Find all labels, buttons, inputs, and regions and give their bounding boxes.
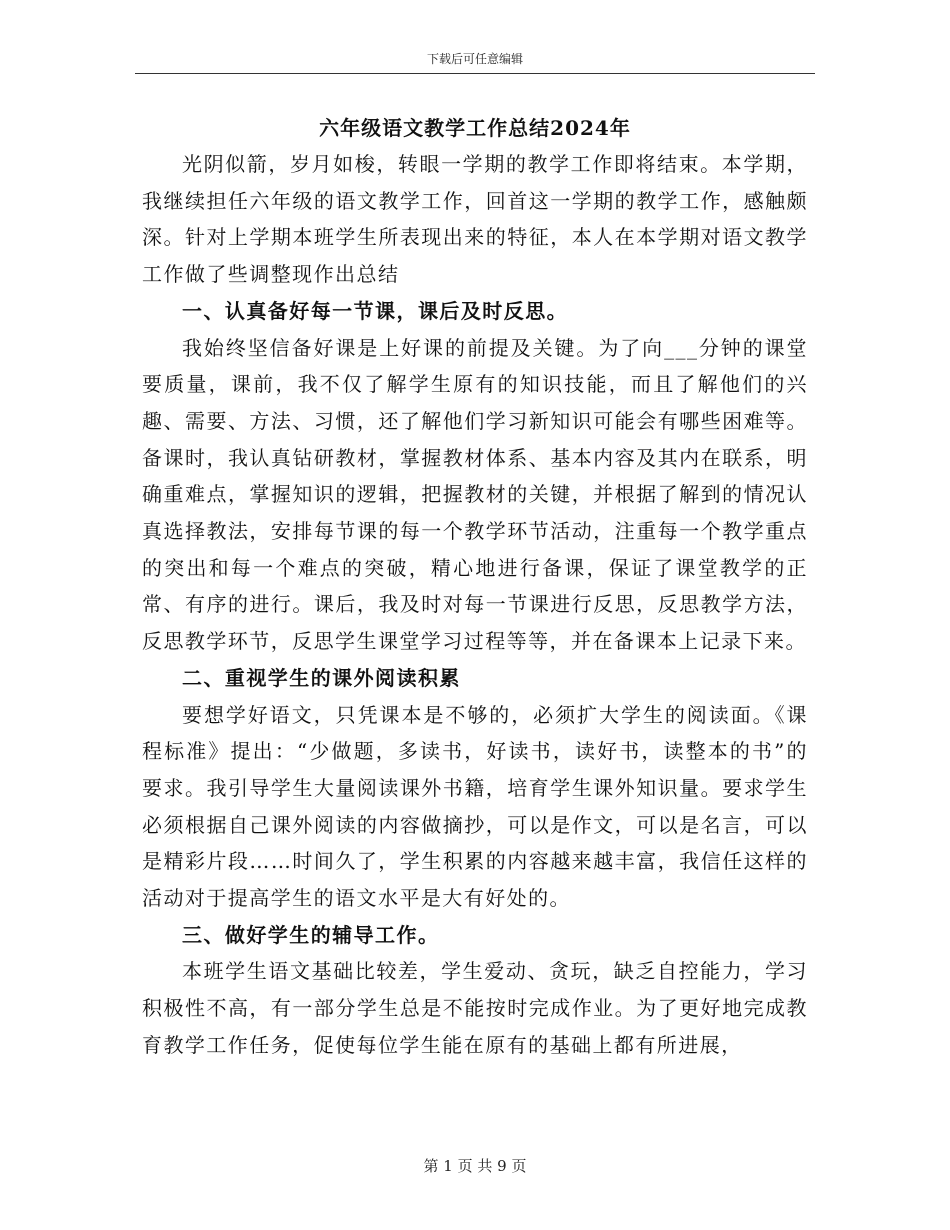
document-body [142,146,808,1064]
section-heading-3: 三、做好学生的辅导工作。 [182,922,440,947]
document-title: 六年级语文教学工作总结2024年 [319,116,631,140]
intro-paragraph: 光阴似箭，岁月如梭，转眼一学期的教学工作即将结束。本学期，我继续担任六年级的语文教学工作，回首这一学期的教学工作，感触颇深。针对上学期本班学生所表现出来的特征，本人在本学期对语文教学工作做了些调整现作出总结 [142,152,808,287]
header-divider [135,73,815,74]
page-number: 第 1 页 共 9 页 [423,1157,527,1175]
section-body-1: 我始终坚信备好课是上好课的前提及关键。为了向___分钟的课堂要质量，课前，我不仅了解学生原有的知识技能，而且了解他们的兴趣、需要、方法、习惯，还了解他们学习新知识可能会有哪些困难等。备课时，我认真钻研教材，掌握教材体系、基本内容及其内在联系，明确重难点，掌握知识的逻辑，把握教材的关键，并根据了解到的情况认真选择教法，安排每节课的每一个教学环节活动，注重每一个教学重点的突出和每一个难点的突破，精心地进行备课，保证了课堂教学的正常、有序的进行。课后，我及时对每一节课进行反思，反思教学方法，反思教学环节，反思学生课堂学习过程等等，并在备课本上记录下来。 [142,335,808,654]
section-heading-1: 一、认真备好每一节课，课后及时反思。 [182,298,569,323]
section-heading-2: 二、重视学生的课外阅读积累 [182,665,461,690]
section-body-3: 本班学生语文基础比较差，学生爱动、贪玩，缺乏自控能力，学习积极性不高，有一部分学生总是不能按时完成作业。为了更好地完成教育教学工作任务，促使每位学生能在原有的基础上都有所进展， [142,959,808,1057]
section-body-2: 要想学好语文，只凭课本是不够的，必须扩大学生的阅读面。《课程标准》提出：“少做题，多读书，好读书，读好书，读整本的书”的要求。我引导学生大量阅读课外书籍，培育学生课外知识量。要求学生必须根据自己课外阅读的内容做摘抄，可以是作文，可以是名言，可以是精彩片段……时间久了，学生积累的内容越来越丰富，我信任这样的活动对于提高学生的语文水平是大有好处的。 [142,702,808,911]
page-header: 下载后可任意编辑 [426,52,523,66]
